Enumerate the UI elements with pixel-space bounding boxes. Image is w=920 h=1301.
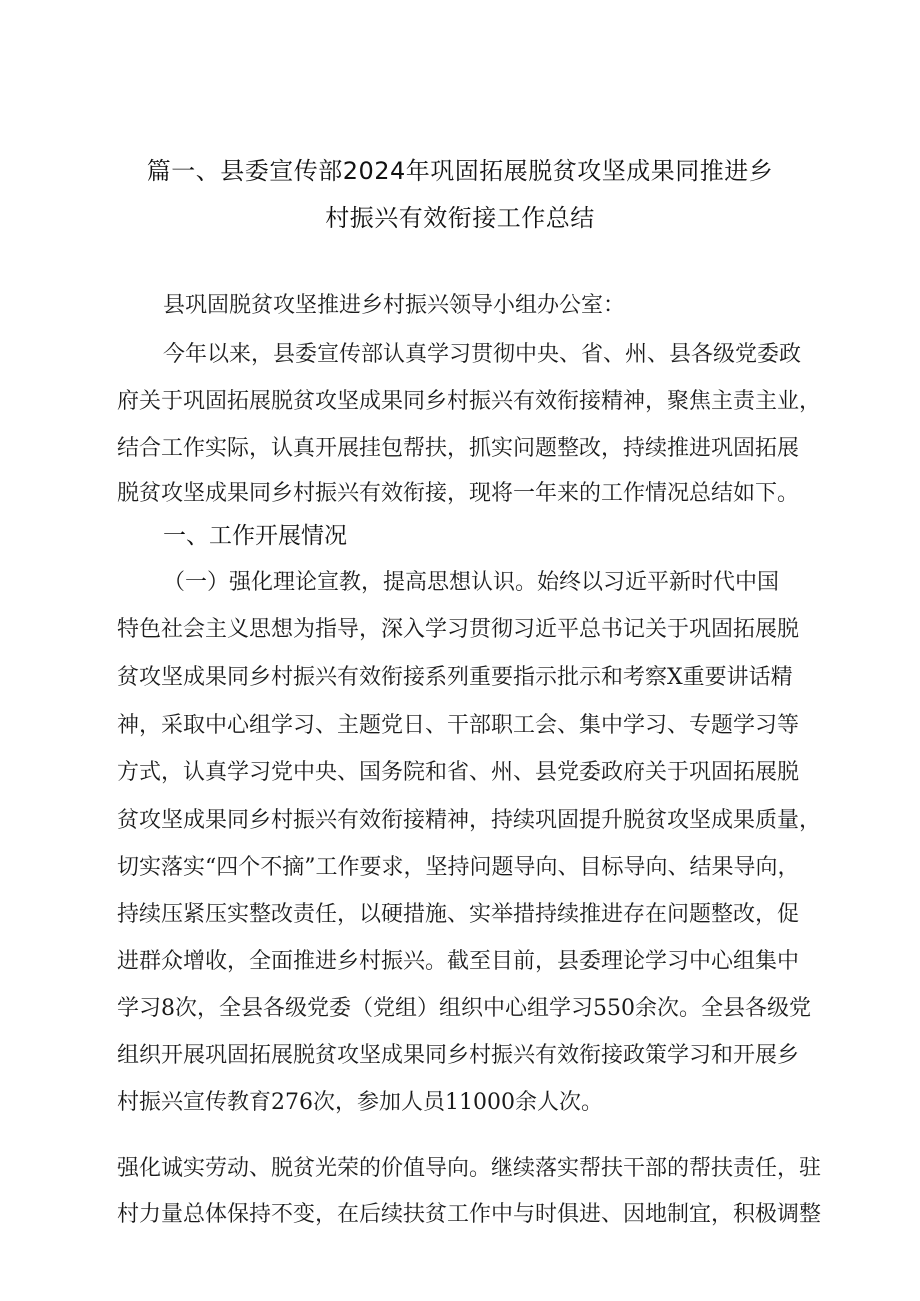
- recipient-line: 县巩固脱贫攻坚推进乡村振兴领导小组办公室：: [163, 293, 626, 318]
- intro-line: 府关于巩固拓展脱贫攻坚成果同乡村振兴有效衔接精神，聚焦主责主业，: [117, 389, 822, 414]
- intro-line: 脱贫攻坚成果同乡村振兴有效衔接，现将一年来的工作情况总结如下。: [117, 481, 800, 506]
- section-line: （一）强化理论宣教，提高思想认识。始终以习近平新时代中国: [163, 570, 780, 595]
- section-line: 贫攻坚成果同乡村振兴有效衔接精神，持续巩固提升脱贫攻坚成果质量，: [117, 808, 822, 833]
- section-line: 进群众增收，全面推进乡村振兴。截至目前，县委理论学习中心组集中: [117, 949, 800, 974]
- section-line: 方式，认真学习党中央、国务院和省、州、县党委政府关于巩固拓展脱: [117, 760, 800, 785]
- intro-line: 结合工作实际，认真开展挂包帮扶，抓实问题整改，持续推进巩固拓展: [117, 436, 800, 461]
- document-title-line-1: 篇一、县委宣传部2024年巩固拓展脱贫攻坚成果同推进乡: [146, 157, 774, 185]
- section-line: 持续压紧压实整改责任，以硬措施、实举措持续推进存在问题整改，促: [117, 902, 800, 927]
- section-line: 贫攻坚成果同乡村振兴有效衔接系列重要指示批示和考察X重要讲话精: [117, 665, 793, 690]
- continuation-line: 村力量总体保持不变，在后续扶贫工作中与时俱进、因地制宜，积极调整: [117, 1202, 822, 1227]
- section-line: 切实落实“四个不摘”工作要求，坚持问题导向、目标导向、结果导向，: [117, 855, 800, 880]
- section-line: 特色社会主义思想为指导，深入学习贯彻习近平总书记关于巩固拓展脱: [117, 617, 800, 642]
- section-line: 神，采取中心组学习、主题党日、干部职工会、集中学习、专题学习等: [117, 713, 800, 738]
- section-line: 村振兴宣传教育276次，参加人员11000余人次。: [117, 1090, 603, 1115]
- section-line: 学习8次，全县各级党委（党组）组织中心组学习550余次。全县各级党: [117, 996, 811, 1021]
- document-title-line-2: 村振兴有效衔接工作总结: [325, 204, 595, 232]
- section-line: 组织开展巩固拓展脱贫攻坚成果同乡村振兴有效衔接政策学习和开展乡: [117, 1043, 800, 1068]
- intro-line: 今年以来，县委宣传部认真学习贯彻中央、省、州、县各级党委政: [163, 342, 802, 367]
- section-heading: 一、工作开展情况: [163, 523, 347, 549]
- continuation-line: 强化诚实劳动、脱贫光荣的价值导向。继续落实帮扶干部的帮扶责任，驻: [117, 1156, 822, 1181]
